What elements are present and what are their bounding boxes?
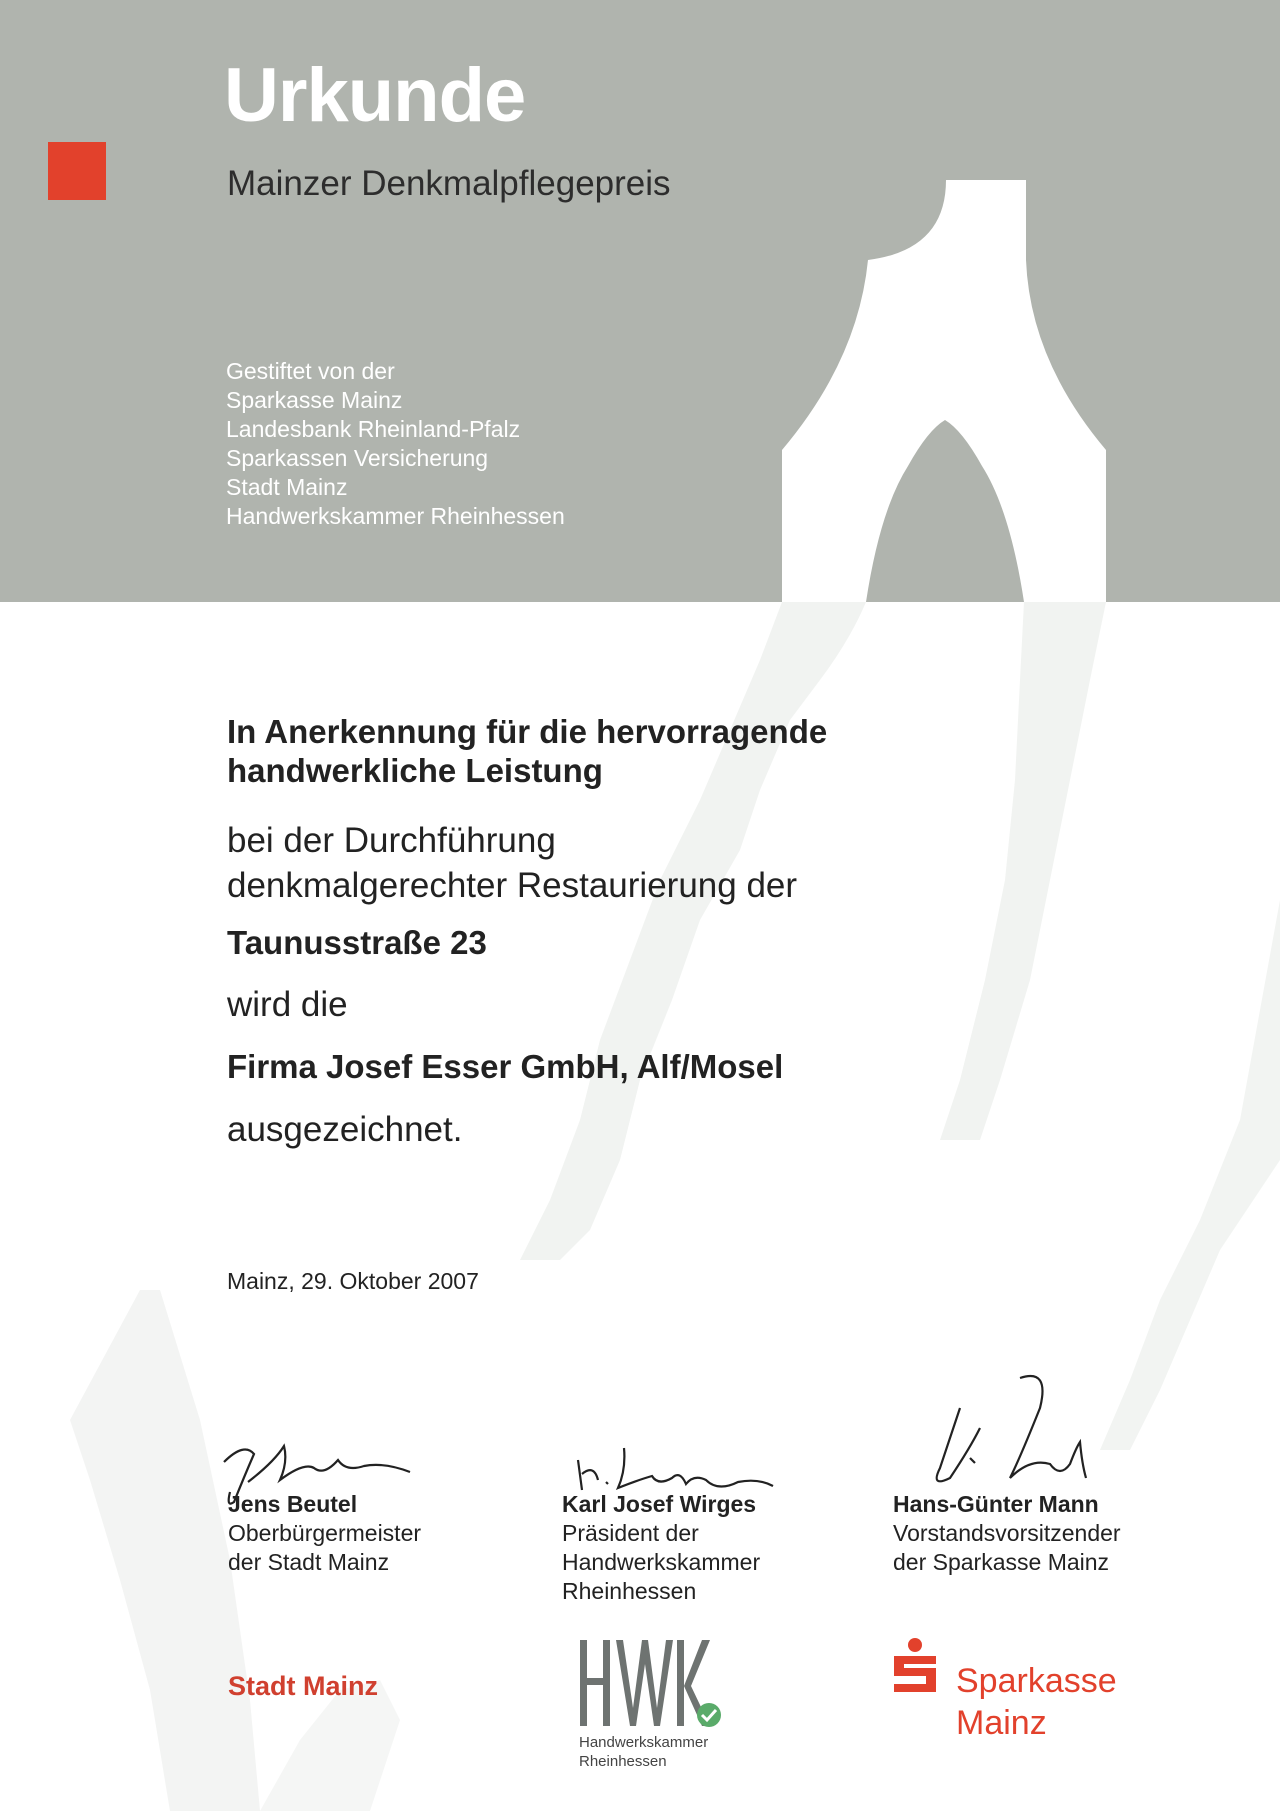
- signatory-role: Vorstandsvorsitzender: [893, 1520, 1121, 1546]
- recognition-line: handwerkliche Leistung: [227, 752, 603, 789]
- sparkasse-logo-line: Mainz: [956, 1704, 1047, 1742]
- donor-line: Landesbank Rheinland-Pfalz: [226, 416, 521, 442]
- closing-text: ausgezeichnet.: [227, 1110, 463, 1149]
- signatory-role: Rheinhessen: [562, 1578, 697, 1604]
- signatory-role: Handwerkskammer: [562, 1549, 761, 1575]
- hwk-caption-line: Rheinhessen: [579, 1753, 667, 1770]
- signatory-block: [562, 1490, 760, 1606]
- sparkasse-s-icon: [892, 1638, 938, 1694]
- signatory-block: [893, 1490, 1121, 1577]
- certificate-subtitle: Mainzer Denkmalpflegepreis: [227, 164, 671, 203]
- signatory-name: Karl Josef Wirges: [562, 1491, 757, 1517]
- object-address: Taunusstraße 23: [227, 924, 487, 961]
- hwk-logo-icon: [578, 1638, 728, 1730]
- donor-line: Sparkassen Versicherung: [226, 445, 489, 471]
- certificate-title: Urkunde: [224, 53, 526, 138]
- hwk-caption-line: Handwerkskammer: [579, 1734, 709, 1751]
- donor-line: Stadt Mainz: [226, 474, 348, 500]
- hwk-mark-text: HWK: [578, 1638, 581, 1639]
- recipient-name: Firma Josef Esser GmbH, Alf/Mosel: [227, 1048, 784, 1085]
- sparkasse-logo-text: [956, 1660, 1117, 1744]
- signatory-block: [228, 1490, 421, 1577]
- signatory-name: Jens Beutel: [228, 1491, 358, 1517]
- signatory-role: der Sparkasse Mainz: [893, 1549, 1110, 1575]
- red-square-accent: [48, 142, 106, 200]
- place-date: Mainz, 29. Oktober 2007: [227, 1268, 479, 1294]
- context-line: denkmalgerechter Restaurierung der: [227, 866, 798, 905]
- donor-line: Sparkasse Mainz: [226, 387, 403, 413]
- context-text: [227, 818, 797, 908]
- donor-line: Gestiftet von der: [226, 358, 395, 384]
- sparkasse-logo-line: Sparkasse: [956, 1662, 1117, 1700]
- donor-list: [226, 357, 565, 531]
- signatory-name: Hans-Günter Mann: [893, 1491, 1099, 1517]
- signatory-role: Präsident der: [562, 1520, 699, 1546]
- hwk-caption: [579, 1733, 708, 1771]
- connector-text: wird die: [227, 985, 348, 1024]
- signature-mann: [900, 1368, 1100, 1508]
- recognition-line: In Anerkennung für die hervorragende: [227, 713, 828, 750]
- donor-line: Handwerkskammer Rheinhessen: [226, 503, 565, 529]
- signatory-role: Oberbürgermeister: [228, 1520, 422, 1546]
- stadt-mainz-logo: Stadt Mainz: [228, 1671, 379, 1701]
- signatory-role: der Stadt Mainz: [228, 1549, 390, 1575]
- recognition-text: [227, 712, 827, 790]
- context-line: bei der Durchführung: [227, 821, 556, 860]
